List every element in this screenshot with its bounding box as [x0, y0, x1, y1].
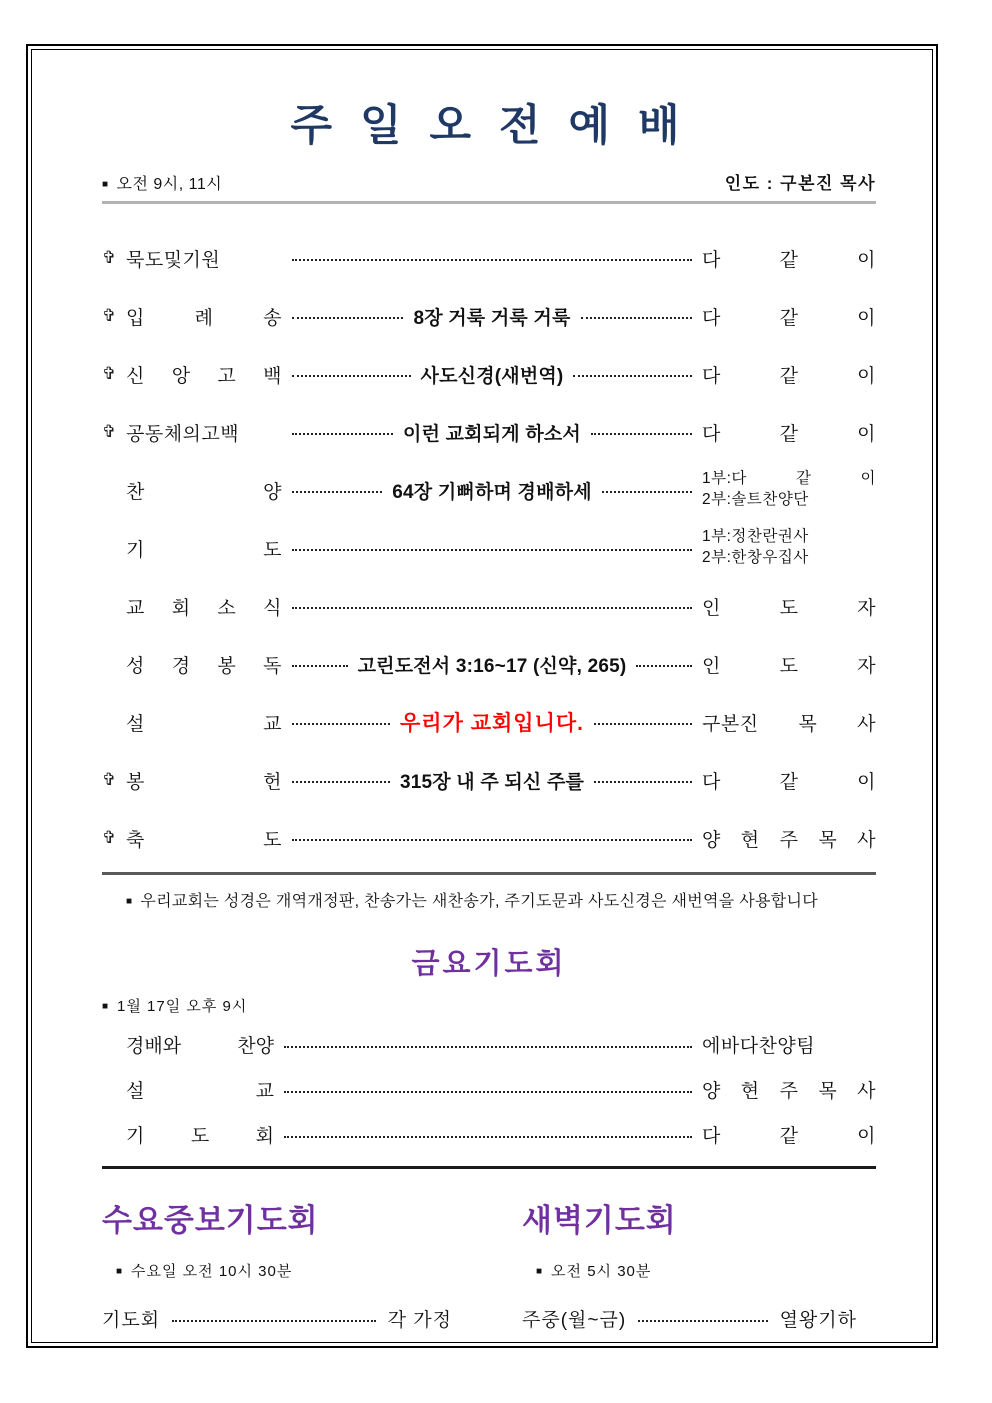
service-time-text: 오전 9시, 11시 [116, 176, 223, 193]
worship-row [102, 577, 876, 635]
cross-icon: ✞ [102, 422, 117, 441]
dotted-leader [638, 1320, 767, 1322]
item-right: 다 같 이 [702, 365, 876, 387]
item-right: 다 같 이 [702, 771, 877, 793]
item-label: 기도회 [102, 1310, 161, 1331]
cross-icon: ✞ [102, 828, 117, 847]
item-label: 신 앙 고 백 [126, 365, 282, 387]
square-bullet-icon: ■ [102, 1001, 110, 1012]
item-label: 찬 양 [126, 481, 282, 503]
worship-row [102, 345, 876, 403]
item-label: 입 례 송 [126, 307, 282, 329]
worship-order-list [102, 229, 876, 867]
item-right: 다 같 이 [702, 249, 876, 271]
dotted-leader [292, 375, 411, 377]
service-leader: 인도 : 구본진 목사 [724, 174, 876, 193]
dawn-time-text: 오전 5시 30분 [551, 1263, 652, 1280]
dawn-row [522, 1305, 857, 1332]
dotted-leader [292, 433, 393, 435]
wednesday-row [102, 1305, 452, 1332]
item-right: 양 현 주 목 사 [702, 829, 876, 851]
dotted-leader [581, 317, 692, 319]
square-bullet-icon: ■ [536, 1266, 544, 1277]
cross-icon: ✞ [102, 770, 117, 789]
friday-row [102, 1022, 876, 1067]
service-time [102, 171, 222, 194]
dotted-leader [284, 1136, 692, 1138]
worship-row [102, 809, 876, 867]
item-center: 이런 교회되게 하소서 [403, 423, 581, 445]
dotted-leader [292, 665, 348, 667]
item-label: 기 도 [126, 539, 282, 561]
page-border-outer [26, 44, 938, 1348]
dotted-leader [292, 781, 390, 783]
friday-prayer-time [102, 995, 876, 1016]
dotted-leader [292, 259, 692, 261]
item-label: 묵도및기원 [126, 249, 221, 271]
item-label: 경배와 찬양 [126, 1036, 274, 1057]
item-right: 구본진 목 사 [702, 713, 876, 735]
friday-section-divider [102, 1166, 876, 1169]
worship-row [102, 403, 876, 461]
friday-time-text: 1월 17일 오후 9시 [117, 998, 248, 1015]
dotted-leader [172, 1320, 376, 1322]
note-text: 우리교회는 성경은 개역개정판, 찬송가는 새찬송가, 주기도문과 사도신경은 새번역을 사용합니다 [140, 893, 819, 910]
dotted-leader [292, 491, 382, 493]
dotted-leader [292, 839, 692, 841]
bottom-sections [102, 1195, 876, 1332]
cross-icon: ✞ [102, 364, 117, 383]
dotted-leader [594, 723, 692, 725]
bible-version-note [126, 888, 876, 911]
item-right: 1부:다 같 이 2부:솔트찬양단 [702, 470, 877, 508]
dotted-leader [292, 723, 390, 725]
dotted-leader [284, 1091, 692, 1093]
dawn-prayer-time [522, 1260, 876, 1281]
item-label: 봉 헌 [126, 771, 282, 793]
item-label: 주중(월~금) [522, 1310, 627, 1331]
worship-row [102, 751, 876, 809]
item-center: 315장 내 주 되신 주를 [399, 771, 585, 793]
dawn-prayer-title: 새벽기도회 [522, 1203, 677, 1238]
item-right: 각 가정 [387, 1310, 452, 1331]
worship-row [102, 461, 876, 519]
dawn-prayer-section [522, 1195, 876, 1332]
dotted-leader [292, 549, 692, 551]
item-right: 인 도 자 [702, 655, 876, 677]
dotted-leader [602, 491, 692, 493]
item-right: 열왕기하 [779, 1310, 857, 1331]
square-bullet-icon: ■ [116, 1266, 124, 1277]
friday-row [102, 1112, 876, 1157]
dotted-leader [594, 781, 692, 783]
header-divider [102, 201, 876, 204]
cross-icon: ✞ [102, 306, 117, 325]
dotted-leader [636, 665, 692, 667]
item-label: 설 교 [126, 1081, 274, 1102]
dotted-leader [292, 607, 692, 609]
item-right: 인 도 자 [702, 597, 876, 619]
square-bullet-icon: ■ [126, 896, 133, 907]
item-center: 64장 기뻐하며 경배하세 [392, 481, 592, 503]
page-title: 주 일 오 전 예 배 [290, 102, 688, 150]
item-right: 다 같 이 [702, 1126, 876, 1147]
service-header [102, 169, 876, 194]
worship-row [102, 287, 876, 345]
worship-row [102, 519, 876, 577]
dotted-leader [292, 317, 403, 319]
scripture-reference: 고린도전서 3:16~17 (신약, 265) [357, 655, 627, 677]
dotted-leader [591, 433, 692, 435]
item-right: 다 같 이 [702, 423, 877, 445]
wednesday-prayer-time [102, 1260, 522, 1281]
worship-row [102, 693, 876, 751]
item-label: 축 도 [126, 829, 282, 851]
item-right: 1부:정찬란권사 2부:한창우집사 [702, 528, 809, 566]
item-center: 8장 거룩 거룩 거룩 [413, 307, 571, 329]
item-label: 기 도 회 [126, 1126, 274, 1147]
worship-row [102, 635, 876, 693]
sermon-title: 우리가 교회입니다. [400, 712, 584, 735]
friday-prayer-title: 금요기도회 [411, 948, 567, 980]
item-center: 사도신경(새번역) [420, 365, 564, 387]
friday-row [102, 1067, 876, 1112]
item-label: 공동체의고백 [126, 423, 240, 445]
item-label: 성 경 봉 독 [126, 655, 282, 677]
worship-row [102, 229, 876, 287]
cross-icon: ✞ [102, 248, 117, 267]
section-divider [102, 872, 876, 875]
wednesday-prayer-title: 수요중보기도회 [102, 1203, 319, 1238]
friday-prayer-list [102, 1022, 876, 1157]
item-right: 양 현 주 목 사 [702, 1081, 876, 1102]
page-border-inner [31, 49, 933, 1343]
square-bullet-icon: ■ [102, 179, 109, 190]
wednesday-prayer-section [102, 1195, 522, 1332]
dotted-leader [284, 1046, 692, 1048]
item-label: 교 회 소 식 [126, 597, 282, 619]
item-right: 에바다찬양팀 [702, 1036, 816, 1057]
dotted-leader [573, 375, 692, 377]
item-right: 다 같 이 [702, 307, 876, 329]
wednesday-time-text: 수요일 오전 10시 30분 [131, 1263, 293, 1280]
item-label: 설 교 [126, 713, 282, 735]
